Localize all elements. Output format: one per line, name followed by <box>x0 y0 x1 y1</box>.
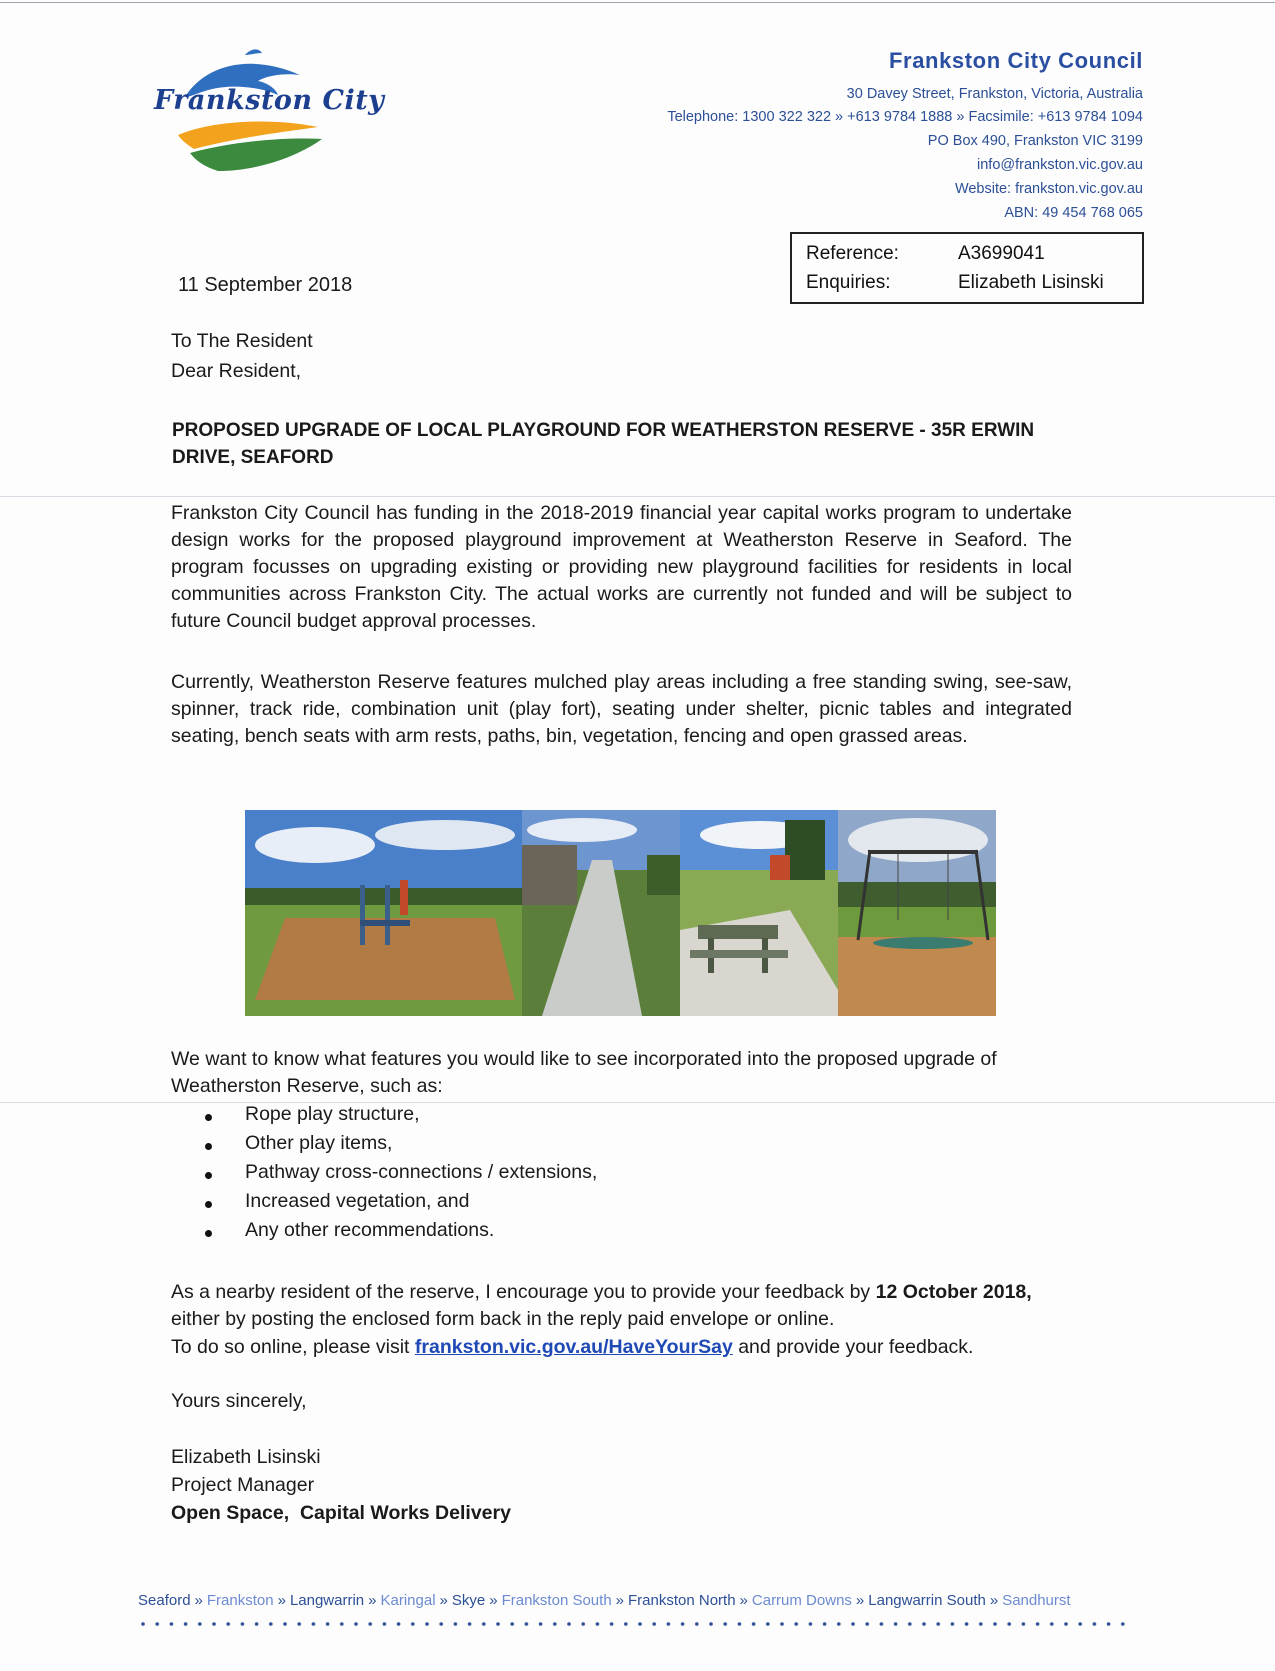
separator: » <box>615 1592 624 1609</box>
list-item-text: Any other recommendations. <box>245 1219 495 1241</box>
photo-playground-equipment <box>245 810 522 1016</box>
frankston-city-logo <box>150 45 385 180</box>
letter-date: 11 September 2018 <box>178 274 353 296</box>
online-prefix: To do so online, please visit <box>171 1336 415 1358</box>
signatory-title: Project Manager <box>171 1474 315 1496</box>
fold-line <box>0 1102 1275 1103</box>
bullet-icon <box>205 1143 212 1150</box>
feedback-text: As a nearby resident of the reserve, I encourage you to provide your feedback by <box>171 1281 876 1303</box>
paragraph-online <box>171 1334 1076 1361</box>
town-name: Langwarrin <box>289 1592 365 1609</box>
photo-picnic-table <box>680 810 838 1016</box>
address-line: 30 Davey Street, Frankston, Victoria, Australia <box>846 86 1143 102</box>
scan-edge <box>0 2 1275 3</box>
council-name: Frankston City Council <box>889 48 1143 73</box>
have-your-say-link[interactable]: frankston.vic.gov.au/HaveYourSay <box>414 1336 733 1358</box>
bullet-icon <box>205 1114 212 1121</box>
signatory-name: Elizabeth Lisinski <box>171 1446 321 1468</box>
separator: » <box>368 1592 377 1609</box>
paragraph-features-question: We want to know what features you would like to see incorporated into the proposed upgrade of Weatherston Reserve, such as: <box>171 1048 997 1097</box>
paragraph-funding: Frankston City Council has funding in the 2018-2019 financial year capital works program to undertake design works for the proposed playground improvement at Weatherston Reserve in Seaford. The program focusses on upgrading existing or providing new playground facilities for residents in local communities across Frankston City. The actual works are currently not funded and will be subject to future Council budget approval processes. <box>171 502 1072 632</box>
town-name: Frankston South <box>501 1592 612 1609</box>
town-name: Seaford <box>138 1592 191 1609</box>
feedback-text-cont: either by posting the enclosed form back in the reply paid envelope or online. <box>171 1308 835 1330</box>
reference-value: A3699041 <box>958 243 1045 264</box>
town-name: Langwarrin South <box>868 1592 986 1609</box>
online-suffix: and provide your feedback. <box>732 1336 974 1358</box>
town-name: Carrum Downs <box>751 1592 852 1609</box>
list-item-text: Increased vegetation, and <box>245 1190 470 1212</box>
email-line: info@frankston.vic.gov.au <box>977 157 1143 173</box>
separator: » <box>489 1592 498 1609</box>
town-name: Frankston <box>206 1592 274 1609</box>
separator: » <box>194 1592 203 1609</box>
letter-heading: PROPOSED UPGRADE OF LOCAL PLAYGROUND FOR WEATHERSTON RESERVE - 35R ERWIN DRIVE, SEAFORD <box>172 420 1035 468</box>
phone-line: Telephone: 1300 322 322 » +613 9784 1888 » Facsimile: +613 9784 1094 <box>667 109 1143 125</box>
website-line: Website: frankston.vic.gov.au <box>954 181 1143 197</box>
list-item-text: Other play items, <box>245 1132 393 1154</box>
paragraph-current-features: Currently, Weatherston Reserve features mulched play areas including a free standing swing, see-saw, spinner, track ride, combination unit (play fort), seating under shelter, picnic tables and integrated seating, bench seats with arm rests, paths, bin, vegetation, fencing and open grassed areas. <box>171 671 1072 747</box>
separator: » <box>989 1592 999 1609</box>
closing: Yours sincerely, <box>171 1390 307 1412</box>
separator: » <box>277 1592 286 1609</box>
photo-concrete-path <box>522 810 680 1016</box>
town-name: Frankston North <box>628 1592 736 1609</box>
bullet-icon <box>205 1201 212 1208</box>
list-item-text: Rope play structure, <box>245 1103 420 1125</box>
signatory-department: Open Space, Capital Works Delivery <box>171 1502 511 1524</box>
bullet-icon <box>205 1230 212 1237</box>
town-name: Sandhurst <box>1002 1592 1071 1609</box>
separator: » <box>855 1592 865 1609</box>
footer-dot-rule <box>140 1620 1130 1628</box>
reference-label: Reference: <box>806 243 899 264</box>
town-name: Skye <box>451 1592 486 1609</box>
bullet-icon <box>205 1172 212 1179</box>
town-name: Karingal <box>380 1592 436 1609</box>
addressee: To The Resident <box>171 330 313 352</box>
feedback-deadline: 12 October 2018, <box>875 1281 1032 1303</box>
footer-towns <box>138 1592 1071 1609</box>
abn-line: ABN: 49 454 768 065 <box>1004 205 1143 221</box>
enquiries-label: Enquiries: <box>806 272 891 293</box>
photo-swing-set <box>838 810 996 1016</box>
fold-line <box>0 496 1275 497</box>
reference-box <box>790 232 1144 304</box>
logo-wordmark: Frankston City <box>154 85 385 116</box>
enquiries-value: Elizabeth Lisinski <box>958 272 1104 293</box>
list-item-text: Pathway cross-connections / extensions, <box>245 1161 598 1183</box>
po-box-line: PO Box 490, Frankston VIC 3199 <box>927 133 1143 149</box>
separator: » <box>739 1592 748 1609</box>
salutation: Dear Resident, <box>171 360 302 382</box>
paragraph-feedback <box>171 1279 1076 1333</box>
separator: » <box>439 1592 448 1609</box>
